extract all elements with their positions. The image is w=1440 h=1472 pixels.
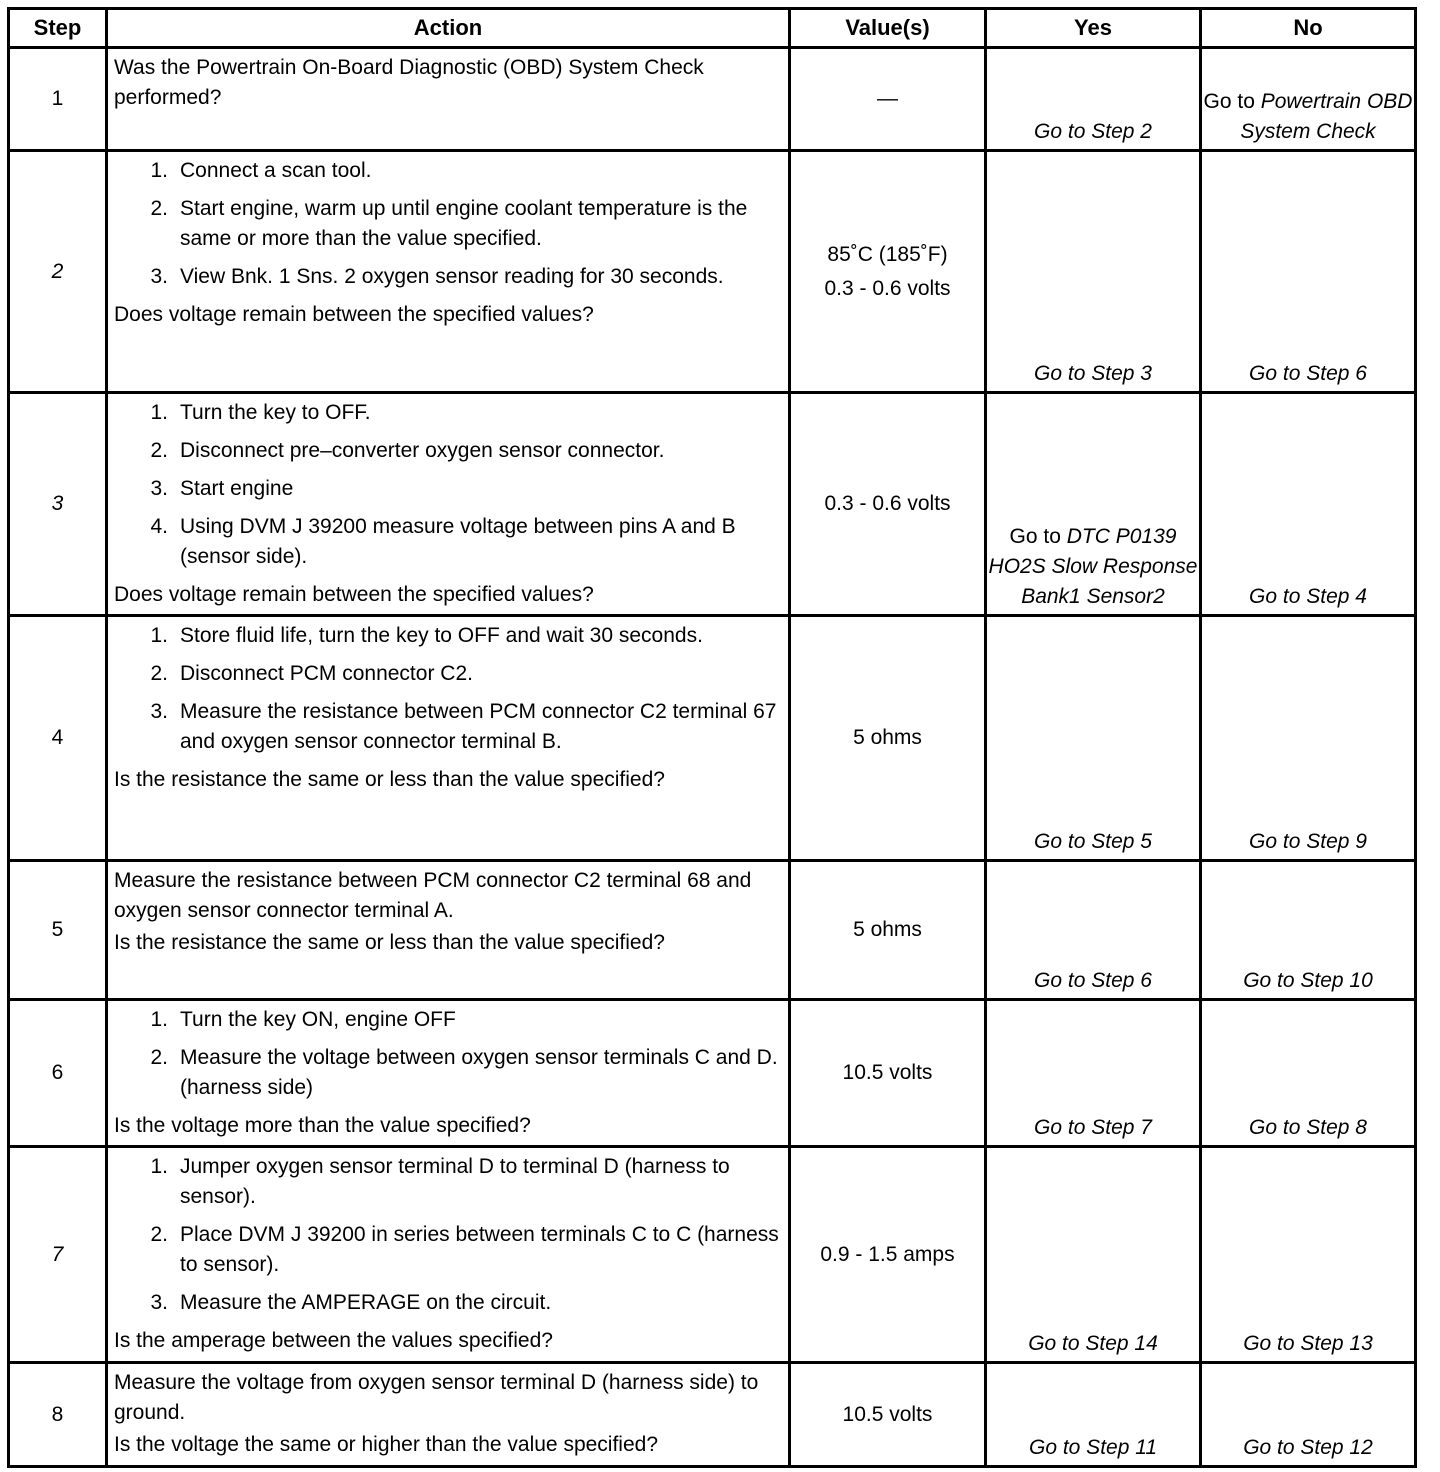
action-step-text: Measure the resistance between PCM connector C2 terminal 67 and oxygen sensor connector terminal B.	[180, 700, 777, 753]
yes-cell	[986, 48, 1201, 151]
no-cell	[1201, 393, 1416, 616]
action-question: Does voltage remain between the specified values?	[114, 583, 594, 606]
yes-goto-text: Go to Step 7	[1034, 1116, 1152, 1139]
step-number: 8	[9, 1363, 107, 1467]
diagnostic-table	[7, 7, 1417, 1468]
no-cell	[1201, 151, 1416, 393]
action-step-text: View Bnk. 1 Sns. 2 oxygen sensor reading for 30 seconds.	[180, 265, 724, 288]
table-row	[9, 151, 1416, 393]
action-intro-text: Was the Powertrain On-Board Diagnostic (OBD) System Check performed?	[114, 56, 704, 109]
action-step-number: 1.	[150, 1008, 168, 1031]
action-step-item	[114, 474, 782, 504]
yes-goto-text: Go to Step 5	[1034, 830, 1152, 853]
step-number: 7	[9, 1147, 107, 1363]
header-no: No	[1201, 9, 1416, 48]
step-number: 2	[9, 151, 107, 393]
no-goto-text: Go to Step 8	[1249, 1116, 1367, 1139]
action-question: Is the resistance the same or less than the value specified?	[114, 931, 665, 954]
table-row	[9, 1147, 1416, 1363]
action-step-number: 2.	[150, 439, 168, 462]
no-goto-text: Powertrain OBD System Check	[1240, 90, 1413, 143]
no-goto-text: Go to Step 12	[1243, 1436, 1373, 1459]
value-text: 0.3 - 0.6 volts	[824, 492, 951, 515]
step-number: 3	[9, 393, 107, 616]
value-text: 5 ohms	[853, 918, 922, 941]
no-goto-text: Go to Step 13	[1243, 1332, 1373, 1355]
action-step-item	[114, 156, 782, 186]
action-cell	[107, 151, 790, 393]
action-step-item	[114, 262, 782, 292]
action-cell	[107, 861, 790, 1000]
value-cell	[790, 861, 986, 1000]
action-cell	[107, 1363, 790, 1467]
action-step-item	[114, 1288, 782, 1318]
action-intro-text: Measure the resistance between PCM connector C2 terminal 68 and oxygen sensor connector terminal A.	[114, 869, 752, 922]
action-step-text: Connect a scan tool.	[180, 159, 372, 182]
no-cell	[1201, 861, 1416, 1000]
action-step-number: 3.	[150, 1291, 168, 1314]
value-text: 0.9 - 1.5 amps	[820, 1242, 955, 1266]
action-cell	[107, 1000, 790, 1147]
value-text: 10.5 volts	[842, 1061, 933, 1084]
action-step-number: 1.	[150, 159, 168, 182]
value-text: 0.3 - 0.6 volts	[824, 276, 951, 300]
action-step-item	[114, 1152, 782, 1212]
action-step-item	[114, 194, 782, 254]
table-row	[9, 616, 1416, 861]
table-row	[9, 861, 1416, 1000]
action-step-number: 4.	[150, 515, 168, 538]
action-step-text: Disconnect PCM connector C2.	[180, 662, 473, 685]
action-step-number: 2.	[150, 1223, 168, 1246]
yes-cell	[986, 861, 1201, 1000]
table-row	[9, 1000, 1416, 1147]
no-goto-text: Go to	[1203, 90, 1261, 113]
action-step-number: 3.	[150, 265, 168, 288]
action-question: Is the resistance the same or less than the value specified?	[114, 768, 665, 791]
table-body	[9, 48, 1416, 1467]
yes-goto-text: Go to Step 3	[1034, 362, 1152, 385]
action-step-list	[114, 621, 782, 757]
action-step-text: Measure the voltage between oxygen sensor terminals C and D. (harness side)	[180, 1046, 778, 1099]
value-cell	[790, 151, 986, 393]
table-row	[9, 48, 1416, 151]
action-step-number: 1.	[150, 401, 168, 424]
table-row	[9, 1363, 1416, 1467]
action-question: Is the amperage between the values specified?	[114, 1329, 553, 1352]
action-step-text: Disconnect pre–converter oxygen sensor connector.	[180, 439, 665, 462]
action-intro-text: Measure the voltage from oxygen sensor terminal D (harness side) to ground.	[114, 1371, 759, 1424]
action-step-item	[114, 697, 782, 757]
table-row	[9, 393, 1416, 616]
no-goto-text: Go to Step 4	[1249, 585, 1367, 608]
step-number: 5	[9, 861, 107, 1000]
action-cell	[107, 393, 790, 616]
action-step-item	[114, 621, 782, 651]
step-number: 6	[9, 1000, 107, 1147]
value-cell	[790, 1363, 986, 1467]
action-question: Is the voltage the same or higher than the value specified?	[114, 1433, 659, 1456]
yes-goto-text: Go to Step 6	[1034, 969, 1152, 992]
action-step-item	[114, 436, 782, 466]
action-cell	[107, 1147, 790, 1363]
header-values: Value(s)	[790, 9, 986, 48]
action-step-text: Turn the key ON, engine OFF	[180, 1008, 456, 1031]
action-step-item	[114, 512, 782, 572]
value-cell	[790, 1147, 986, 1363]
action-step-list	[114, 1152, 782, 1318]
action-cell	[107, 616, 790, 861]
value-cell	[790, 616, 986, 861]
no-goto-text: Go to Step 6	[1249, 362, 1367, 385]
action-step-text: Turn the key to OFF.	[180, 401, 371, 424]
no-cell	[1201, 1000, 1416, 1147]
yes-goto-text: Go to Step 2	[1034, 120, 1152, 143]
yes-cell	[986, 1147, 1201, 1363]
no-goto-text: Go to Step 9	[1249, 830, 1367, 853]
action-step-item	[114, 398, 782, 428]
yes-cell	[986, 1363, 1201, 1467]
yes-goto-text: Go to Step 14	[1028, 1332, 1158, 1355]
action-step-text: Using DVM J 39200 measure voltage between pins A and B (sensor side).	[180, 515, 736, 568]
action-step-text: Measure the AMPERAGE on the circuit.	[180, 1291, 552, 1314]
no-cell	[1201, 1363, 1416, 1467]
header-step: Step	[9, 9, 107, 48]
value-text: 10.5 volts	[842, 1402, 933, 1426]
action-step-text: Store fluid life, turn the key to OFF and wait 30 seconds.	[180, 624, 703, 647]
step-number: 4	[9, 616, 107, 861]
action-step-text: Start engine, warm up until engine coolant temperature is the same or more than the value specified.	[180, 197, 748, 250]
action-step-item	[114, 659, 782, 689]
yes-goto-text: DTC P0139 HO2S Slow Response Bank1 Sensor2	[988, 525, 1198, 608]
action-question: Does voltage remain between the specified values?	[114, 303, 594, 326]
action-step-item	[114, 1043, 782, 1103]
no-cell	[1201, 1147, 1416, 1363]
value-text: 85˚C (185˚F)	[827, 242, 948, 266]
action-step-list	[114, 1005, 782, 1103]
action-step-number: 1.	[150, 624, 168, 647]
header-row	[9, 9, 1416, 48]
yes-cell	[986, 616, 1201, 861]
action-step-list	[114, 156, 782, 292]
yes-cell	[986, 393, 1201, 616]
value-cell	[790, 393, 986, 616]
action-question: Is the voltage more than the value specified?	[114, 1114, 531, 1137]
action-step-text: Start engine	[180, 477, 294, 500]
action-step-text: Jumper oxygen sensor terminal D to terminal D (harness to sensor).	[180, 1155, 730, 1208]
action-step-number: 3.	[150, 477, 168, 500]
yes-cell	[986, 1000, 1201, 1147]
action-step-text: Place DVM J 39200 in series between terminals C to C (harness to sensor).	[180, 1223, 779, 1276]
value-cell	[790, 1000, 986, 1147]
header-yes: Yes	[986, 9, 1201, 48]
action-step-item	[114, 1005, 782, 1035]
action-cell	[107, 48, 790, 151]
yes-goto-text: Go to	[1009, 525, 1067, 548]
action-step-item	[114, 1220, 782, 1280]
no-cell	[1201, 48, 1416, 151]
action-step-list	[114, 398, 782, 572]
yes-cell	[986, 151, 1201, 393]
action-step-number: 3.	[150, 700, 168, 723]
value-text: 5 ohms	[853, 726, 922, 749]
step-number: 1	[9, 48, 107, 151]
value-text: —	[877, 87, 898, 110]
action-step-number: 1.	[150, 1155, 168, 1178]
no-goto-text: Go to Step 10	[1243, 969, 1373, 992]
action-step-number: 2.	[150, 662, 168, 685]
value-cell	[790, 48, 986, 151]
action-step-number: 2.	[150, 1046, 168, 1069]
no-cell	[1201, 616, 1416, 861]
action-step-number: 2.	[150, 197, 168, 220]
yes-goto-text: Go to Step 11	[1028, 1436, 1158, 1459]
header-action: Action	[107, 9, 790, 48]
